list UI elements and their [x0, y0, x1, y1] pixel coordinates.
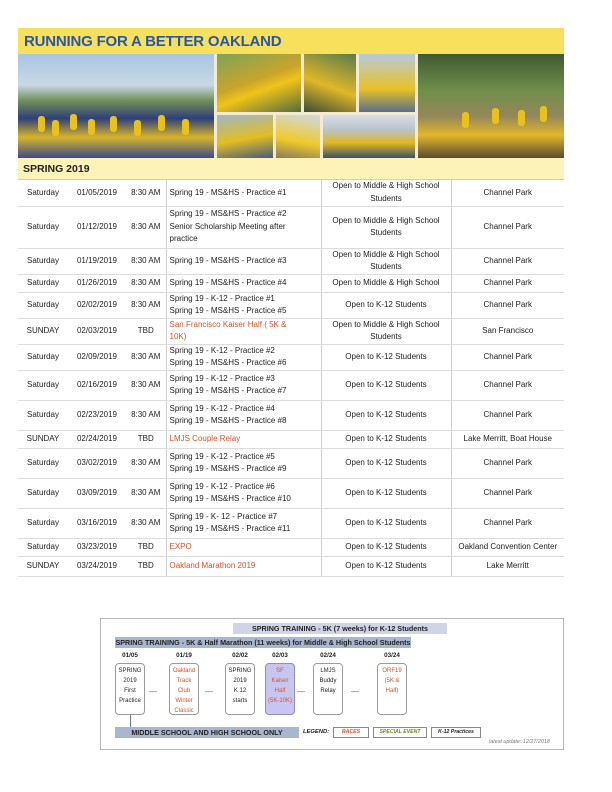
- date-cell: 03/09/2019: [68, 478, 126, 508]
- location-cell: Lake Merritt: [451, 556, 564, 576]
- event-line: LMJS Couple Relay: [169, 433, 241, 443]
- table-row: [18, 448, 564, 478]
- trail-runners-photo: [418, 54, 564, 158]
- date-cell: 02/16/2019: [68, 370, 126, 400]
- milestone-line: 2019: [233, 678, 247, 684]
- event-line: 10K): [169, 332, 187, 341]
- event-cell: [166, 478, 321, 508]
- ms-hs-only-bar: MIDDLE SCHOOL AND HIGH SCHOOL ONLY: [115, 727, 299, 738]
- milestone-line: (5K-10K): [267, 698, 292, 704]
- photo-collage: [18, 54, 564, 158]
- day-cell: Saturday: [18, 370, 68, 400]
- event-cell: [166, 248, 321, 274]
- day-cell: Saturday: [18, 344, 68, 370]
- location-cell: Channel Park: [451, 180, 564, 206]
- milestone-line: Classic: [174, 708, 194, 714]
- milestone-line: Buddy: [319, 678, 337, 684]
- event-line: San Francisco Kaiser Half ( 5K &: [169, 319, 287, 329]
- milestone-box: [265, 663, 295, 715]
- day-cell: Saturday: [18, 274, 68, 292]
- time-cell: 8:30 AM: [126, 180, 166, 206]
- day-cell: Saturday: [18, 206, 68, 248]
- title-bar: [18, 28, 564, 54]
- runner-photo: [276, 115, 320, 158]
- milestone-box: [225, 663, 255, 715]
- k12-training-bar: SPRING TRAINING - 5K (7 weeks) for K-12 Students: [233, 623, 447, 634]
- runner-photo: [304, 54, 356, 112]
- time-cell: 8:30 AM: [126, 370, 166, 400]
- event-cell: [166, 180, 321, 206]
- audience-cell: Open to Middle & High School Students: [321, 318, 451, 344]
- event-line: Spring 19 - MS&HS - Practice #1: [169, 187, 287, 197]
- table-row: [18, 274, 564, 292]
- audience-cell: Open to K-12 Students: [321, 400, 451, 430]
- event-line: Spring 19 - K- 12 - Practice #7: [169, 511, 278, 521]
- milestone-line: Oakland: [172, 668, 196, 674]
- group-photo: [18, 54, 214, 158]
- location-cell: Channel Park: [451, 370, 564, 400]
- milestone-date: 02/02: [232, 652, 248, 659]
- location-cell: San Francisco: [451, 318, 564, 344]
- milestone-line: First: [124, 688, 136, 694]
- time-cell: TBD: [126, 318, 166, 344]
- date-cell: 01/26/2019: [68, 274, 126, 292]
- page-title: RUNNING FOR A BETTER OAKLAND: [24, 33, 282, 50]
- location-cell: Channel Park: [451, 206, 564, 248]
- event-line: Spring 19 - MS&HS - Practice #8: [169, 416, 287, 425]
- day-cell: Saturday: [18, 400, 68, 430]
- audience-cell: Open to Middle & High School Students: [321, 248, 451, 274]
- audience-cell: Open to K-12 Students: [321, 448, 451, 478]
- table-row: [18, 292, 564, 318]
- event-line: Spring 19 - MS&HS - Practice #11: [169, 524, 291, 533]
- location-cell: Lake Merritt, Boat House: [451, 430, 564, 448]
- event-line: Spring 19 - K-12 - Practice #1: [169, 293, 275, 303]
- location-cell: Channel Park: [451, 248, 564, 274]
- time-cell: TBD: [126, 556, 166, 576]
- event-cell: [166, 370, 321, 400]
- day-cell: SUNDAY: [18, 318, 68, 344]
- date-cell: 02/02/2019: [68, 292, 126, 318]
- event-cell: [166, 508, 321, 538]
- location-cell: Channel Park: [451, 448, 564, 478]
- time-cell: 8:30 AM: [126, 508, 166, 538]
- event-line: Spring 19 - K-12 - Practice #6: [169, 481, 275, 491]
- date-cell: 02/24/2019: [68, 430, 126, 448]
- milestone-line: Practice: [119, 698, 141, 704]
- milestone-line: Track Club: [176, 678, 192, 694]
- milestone-line: (5K &: [384, 678, 400, 684]
- event-cell: [166, 206, 321, 248]
- event-cell: [166, 538, 321, 556]
- time-cell: 8:30 AM: [126, 478, 166, 508]
- date-cell: 01/12/2019: [68, 206, 126, 248]
- audience-cell: Open to K-12 Students: [321, 370, 451, 400]
- event-cell: [166, 274, 321, 292]
- event-cell: [166, 430, 321, 448]
- event-cell: [166, 344, 321, 370]
- date-cell: 02/03/2019: [68, 318, 126, 344]
- audience-cell: Open to K-12 Students: [321, 292, 451, 318]
- event-line: Oakland Marathon 2019: [169, 560, 256, 570]
- table-row: [18, 206, 564, 248]
- milestone-line: Kaiser: [271, 678, 289, 684]
- table-row: [18, 370, 564, 400]
- milestone-box: [115, 663, 145, 715]
- time-cell: TBD: [126, 430, 166, 448]
- location-cell: Channel Park: [451, 478, 564, 508]
- season-header: [18, 158, 564, 180]
- audience-cell: Open to K-12 Students: [321, 430, 451, 448]
- audience-cell: Open to K-12 Students: [321, 344, 451, 370]
- day-cell: Saturday: [18, 292, 68, 318]
- milestone-date: 01/05: [122, 652, 138, 659]
- date-cell: 02/23/2019: [68, 400, 126, 430]
- milestone-date: 02/03: [272, 652, 288, 659]
- milestone-line: Relay: [320, 688, 336, 694]
- milestone-line: 2019: [123, 678, 137, 684]
- time-cell: 8:30 AM: [126, 206, 166, 248]
- date-cell: 03/24/2019: [68, 556, 126, 576]
- time-cell: TBD: [126, 538, 166, 556]
- event-line: Spring 19 - MS&HS - Practice #7: [169, 386, 287, 395]
- location-cell: Channel Park: [451, 508, 564, 538]
- milestone-line: SPRING: [228, 668, 252, 674]
- event-line: Senior Scholarship Meeting after: [169, 221, 286, 231]
- audience-cell: Open to Middle & High School: [321, 274, 451, 292]
- date-cell: 01/05/2019: [68, 180, 126, 206]
- day-cell: Saturday: [18, 478, 68, 508]
- location-cell: Channel Park: [451, 274, 564, 292]
- event-line: Spring 19 - MS&HS - Practice #4: [169, 277, 287, 287]
- connector-line: [130, 715, 131, 727]
- date-cell: 03/16/2019: [68, 508, 126, 538]
- last-update: latest update: 12/27/2018: [489, 739, 550, 745]
- day-cell: Saturday: [18, 448, 68, 478]
- event-line: Spring 19 - K-12 - Practice #5: [169, 451, 275, 461]
- table-row: [18, 400, 564, 430]
- table-row: [18, 508, 564, 538]
- event-line: Spring 19 - MS&HS - Practice #9: [169, 464, 287, 473]
- milestone-line: starts: [232, 698, 248, 704]
- milestone-line: ORF19: [382, 668, 402, 674]
- timeline-dash: —: [205, 687, 213, 696]
- season-label: SPRING 2019: [23, 163, 90, 175]
- milestone-line: SF: [276, 668, 284, 674]
- milestone-box: [377, 663, 407, 715]
- event-line: Spring 19 - MS&HS - Practice #5: [169, 306, 287, 315]
- day-cell: SUNDAY: [18, 430, 68, 448]
- milestone-line: LMJS: [320, 668, 336, 674]
- mshs-training-bar: SPRING TRAINING - 5K & Half Marathon (11 weeks) for Middle & High School Students: [115, 638, 411, 647]
- table-row: [18, 430, 564, 448]
- milestone-line: Half: [274, 688, 286, 694]
- legend-special-event: SPECIAL EVENT: [373, 727, 427, 738]
- audience-cell: Open to Middle & High School Students: [321, 206, 451, 248]
- audience-cell: Open to K-12 Students: [321, 556, 451, 576]
- audience-cell: Open to K-12 Students: [321, 478, 451, 508]
- day-cell: Saturday: [18, 508, 68, 538]
- time-cell: 8:30 AM: [126, 274, 166, 292]
- event-line: Spring 19 - MS&HS - Practice #3: [169, 255, 287, 265]
- time-cell: 8:30 AM: [126, 248, 166, 274]
- location-cell: Oakland Convention Center: [451, 538, 564, 556]
- day-cell: SUNDAY: [18, 556, 68, 576]
- milestone-line: K 12: [233, 688, 247, 694]
- event-line: Spring 19 - MS&HS - Practice #10: [169, 494, 291, 503]
- audience-cell: Open to K-12 Students: [321, 508, 451, 538]
- day-cell: Saturday: [18, 248, 68, 274]
- event-line: Spring 19 - K-12 - Practice #4: [169, 403, 275, 413]
- legend-label: LEGEND:: [303, 729, 330, 735]
- runners-photo: [217, 54, 301, 112]
- milestone-date: 02/24: [320, 652, 336, 659]
- event-cell: [166, 318, 321, 344]
- audience-cell: Open to K-12 Students: [321, 538, 451, 556]
- timeline-dash: —: [149, 687, 157, 696]
- event-line: Spring 19 - K-12 - Practice #3: [169, 373, 275, 383]
- table-row: [18, 248, 564, 274]
- event-cell: [166, 292, 321, 318]
- timeline-dash: —: [351, 687, 359, 696]
- event-line: Spring 19 - MS&HS - Practice #6: [169, 358, 287, 367]
- time-cell: 8:30 AM: [126, 292, 166, 318]
- event-cell: [166, 556, 321, 576]
- day-cell: Saturday: [18, 180, 68, 206]
- event-cell: [166, 448, 321, 478]
- milestone-line: SPRING: [118, 668, 142, 674]
- runner-photo: [359, 54, 415, 112]
- date-cell: 01/19/2019: [68, 248, 126, 274]
- table-row: [18, 556, 564, 576]
- table-row: [18, 180, 564, 206]
- training-timeline: [100, 618, 564, 750]
- location-cell: Channel Park: [451, 400, 564, 430]
- day-cell: Saturday: [18, 538, 68, 556]
- event-line: Spring 19 - MS&HS - Practice #2: [169, 209, 287, 219]
- time-cell: 8:30 AM: [126, 448, 166, 478]
- event-line: practice: [169, 234, 198, 244]
- table-row: [18, 478, 564, 508]
- timeline-dash: —: [297, 687, 305, 696]
- event-cell: [166, 400, 321, 430]
- table-row: [18, 344, 564, 370]
- milestone-line: Half): [385, 688, 399, 694]
- date-cell: 02/09/2019: [68, 344, 126, 370]
- location-cell: Channel Park: [451, 292, 564, 318]
- legend-races: RACES: [333, 727, 369, 738]
- date-cell: 03/02/2019: [68, 448, 126, 478]
- milestone-box: [169, 663, 199, 715]
- milestone-line: Winter: [175, 698, 193, 704]
- runners-photo: [323, 115, 415, 158]
- runner-photo: [217, 115, 273, 158]
- audience-cell: Open to Middle & High School Students: [321, 180, 451, 206]
- table-row: [18, 538, 564, 556]
- date-cell: 03/23/2019: [68, 538, 126, 556]
- milestone-date: 01/19: [176, 652, 192, 659]
- legend-k12-practices: K-12 Practices: [431, 727, 481, 738]
- location-cell: Channel Park: [451, 344, 564, 370]
- time-cell: 8:30 AM: [126, 400, 166, 430]
- event-line: EXPO: [169, 541, 192, 551]
- event-line: Spring 19 - K-12 - Practice #2: [169, 345, 275, 355]
- time-cell: 8:30 AM: [126, 344, 166, 370]
- milestone-box: [313, 663, 343, 715]
- milestone-date: 03/24: [384, 652, 400, 659]
- schedule-table: [18, 180, 564, 577]
- table-row: [18, 318, 564, 344]
